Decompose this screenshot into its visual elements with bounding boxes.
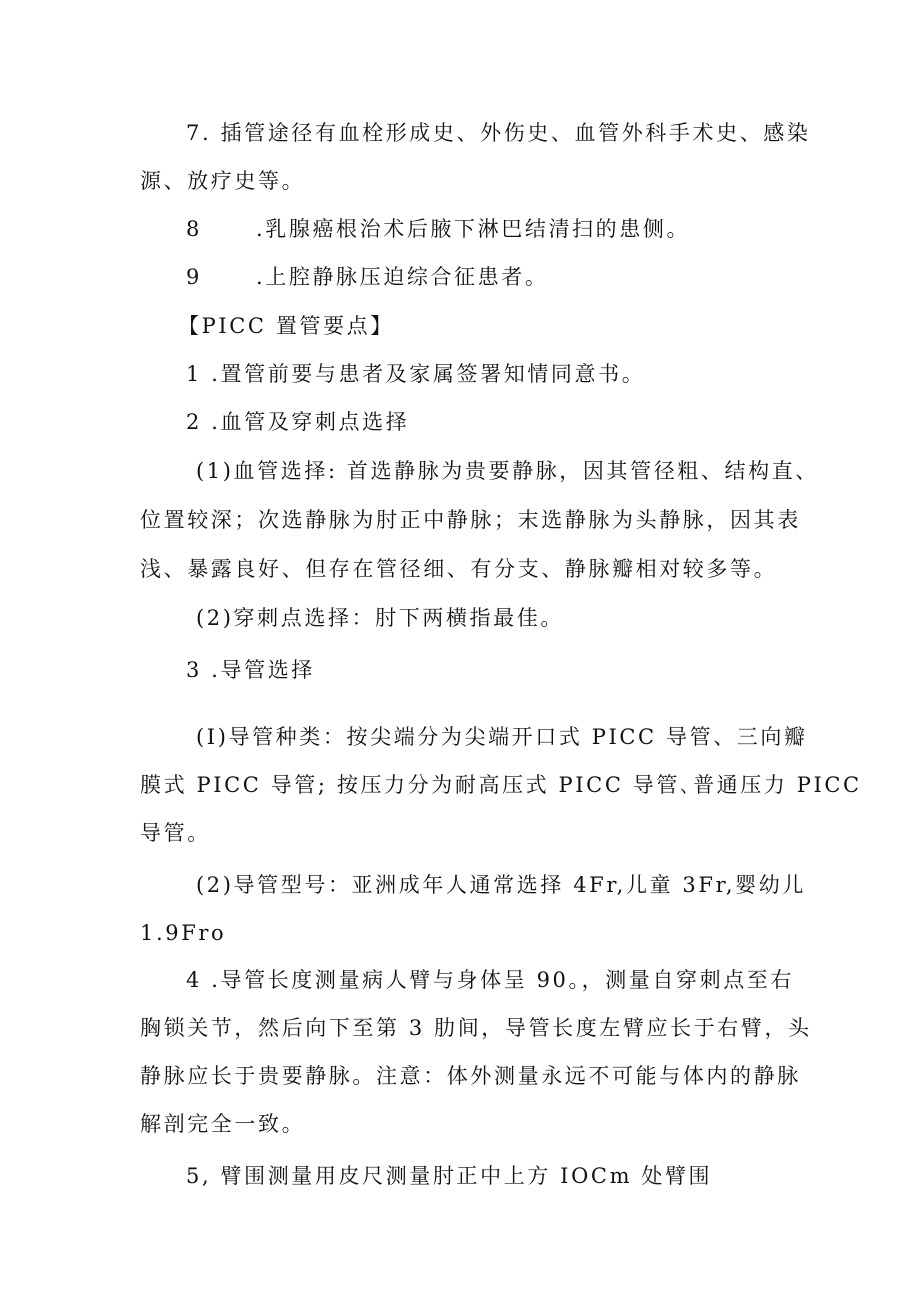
- item-9-number: 9: [186, 265, 202, 289]
- point-3-1-line-1: (I)导管种类：按尖端分为尖端开口式 PICC 导管、三向瓣: [196, 725, 808, 749]
- item-9-text: .上腔静脉压迫综合征患者。: [255, 265, 549, 289]
- point-2-1-line-1: (1)血管选择: 首选静脉为贵要静脉，因其管径粗、结构直、: [196, 459, 819, 483]
- point-3-2-line-1: (2)导管型号：亚洲成年人通常选择 4Fr,儿童 3Fr,婴幼儿: [196, 873, 806, 897]
- item-7-line-2: 源、放疗史等。: [140, 169, 306, 193]
- point-1: 1 .置管前要与患者及家属签署知情同意书。: [186, 362, 646, 386]
- item-7-line-1: 7. 插管途径有血栓形成史、外伤史、血管外科手术史、感染: [186, 121, 811, 145]
- point-4-line-1: 4 .导管长度测量病人臂与身体呈 90。，测量自穿刺点至右: [186, 968, 795, 992]
- point-3-1-line-2: 膜式 PICC 导管; 按压力分为耐高压式 PICC 导管､普通压力 PICC: [140, 773, 862, 797]
- point-2-2: (2)穿刺点选择：肘下两横指最佳。: [196, 606, 564, 630]
- point-4-line-3: 静脉应长于贵要静脉。注意：体外测量永远不可能与体内的静脉: [140, 1064, 801, 1088]
- point-2-1-line-3: 浅、暴露良好、但存在管径细、有分支、静脉瓣相对较多等。: [140, 557, 778, 581]
- point-5: 5, 臂围测量用皮尺测量肘正中上方 IOCm 处臂围: [186, 1164, 713, 1188]
- item-8: [186, 214, 690, 244]
- point-2: 2 .血管及穿刺点选择: [186, 410, 410, 434]
- point-3: 3 .导管选择: [186, 658, 315, 682]
- item-8-number: 8: [186, 217, 202, 241]
- point-4-line-2: 胸锁关节，然后向下至第 3 肋间，导管长度左臂应长于右臂，头: [140, 1016, 812, 1040]
- point-4-line-4: 解剖完全一致。: [140, 1112, 306, 1136]
- point-3-1-line-3: 导管。: [140, 821, 211, 845]
- point-2-1-line-2: 位置较深；次选静脉为肘正中静脉；末选静脉为头静脉，因其表: [140, 508, 801, 532]
- item-9: [186, 262, 548, 292]
- point-3-2-line-2: 1.9Fro: [140, 921, 227, 945]
- section-heading: 【PICC 置管要点】: [178, 314, 394, 338]
- item-8-text: .乳腺癌根治术后腋下淋巴结清扫的患侧。: [255, 217, 691, 241]
